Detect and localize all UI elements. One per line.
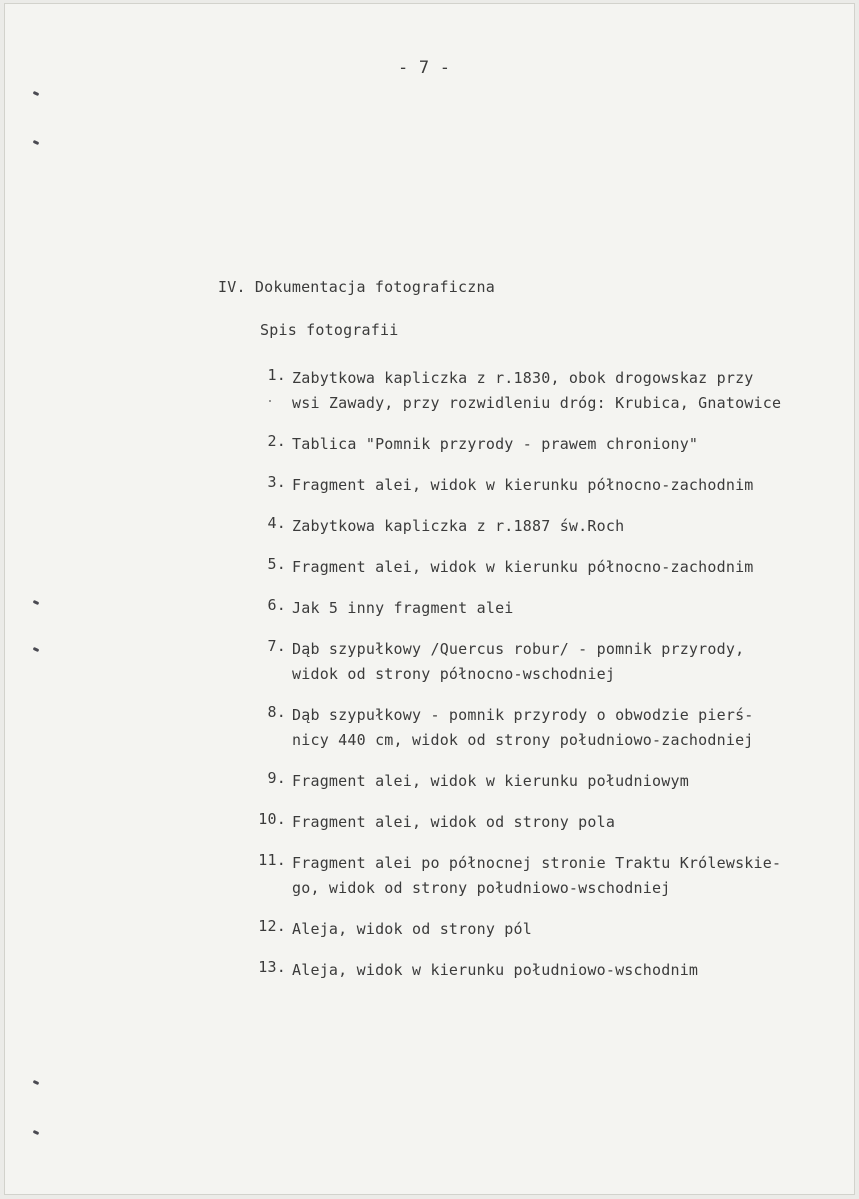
- item-number: 11.: [258, 851, 286, 869]
- item-text-line: Tablica "Pomnik przyrody - prawem chroniony": [292, 435, 699, 453]
- page-number: - 7 -: [398, 58, 451, 78]
- item-text-line: Zabytkowa kapliczka z r.1887 św.Roch: [292, 517, 625, 535]
- item-number: 8.: [267, 703, 286, 721]
- item-number: 1.: [267, 366, 286, 384]
- item-number: 9.: [267, 769, 286, 787]
- item-text-line: Aleja, widok od strony pól: [292, 920, 532, 938]
- item-text-line: Dąb szypułkowy - pomnik przyrody o obwodzie pierś-: [292, 706, 754, 724]
- item-number: 6.: [267, 596, 286, 614]
- item-text-line: Jak 5 inny fragment alei: [292, 599, 514, 617]
- photo-list: [240, 366, 781, 999]
- item-text-line: go, widok od strony południowo-wschodniej: [292, 879, 671, 897]
- list-item: [240, 703, 781, 753]
- list-item: [240, 917, 781, 942]
- list-item: [240, 851, 781, 901]
- item-text-line: Dąb szypułkowy /Quercus robur/ - pomnik przyrody,: [292, 640, 745, 658]
- item-number: 10.: [258, 810, 286, 828]
- list-item: [240, 596, 781, 621]
- list-item: [240, 514, 781, 539]
- item-text-line: Fragment alei, widok w kierunku południowym: [292, 772, 689, 790]
- item-text-line: Zabytkowa kapliczka z r.1830, obok drogowskaz przy: [292, 369, 754, 387]
- item-number: 7.: [267, 637, 286, 655]
- item-number: 2.: [267, 432, 286, 450]
- list-item: [240, 769, 781, 794]
- item-number: 3.: [267, 473, 286, 491]
- item-text-line: widok od strony północno-wschodniej: [292, 665, 616, 683]
- list-item: [240, 555, 781, 580]
- item-text-line: nicy 440 cm, widok od strony południowo-zachodniej: [292, 731, 754, 749]
- item-text-line: Fragment alei, widok od strony pola: [292, 813, 616, 831]
- list-item: [240, 473, 781, 498]
- list-item: [240, 810, 781, 835]
- item-number: 4.: [267, 514, 286, 532]
- item-text-line: Aleja, widok w kierunku południowo-wschodnim: [292, 961, 699, 979]
- list-item: [240, 958, 781, 983]
- item-text-line: wsi Zawady, przy rozwidleniu dróg: Krubica, Gnatowice: [292, 394, 782, 412]
- item-number: 13.: [258, 958, 286, 976]
- subheading: Spis fotografii: [260, 321, 399, 339]
- item-text-line: Fragment alei, widok w kierunku północno-zachodnim: [292, 476, 754, 494]
- item-text-line: Fragment alei po północnej stronie Traktu Królewskie-: [292, 854, 782, 872]
- list-item: [240, 366, 781, 416]
- item-number: 5.: [267, 555, 286, 573]
- item-number: 12.: [258, 917, 286, 935]
- stray-mark: [269, 400, 271, 402]
- list-item: [240, 432, 781, 457]
- item-text-line: Fragment alei, widok w kierunku północno-zachodnim: [292, 558, 754, 576]
- list-item: [240, 637, 781, 687]
- section-title: IV. Dokumentacja fotograficzna: [218, 278, 495, 296]
